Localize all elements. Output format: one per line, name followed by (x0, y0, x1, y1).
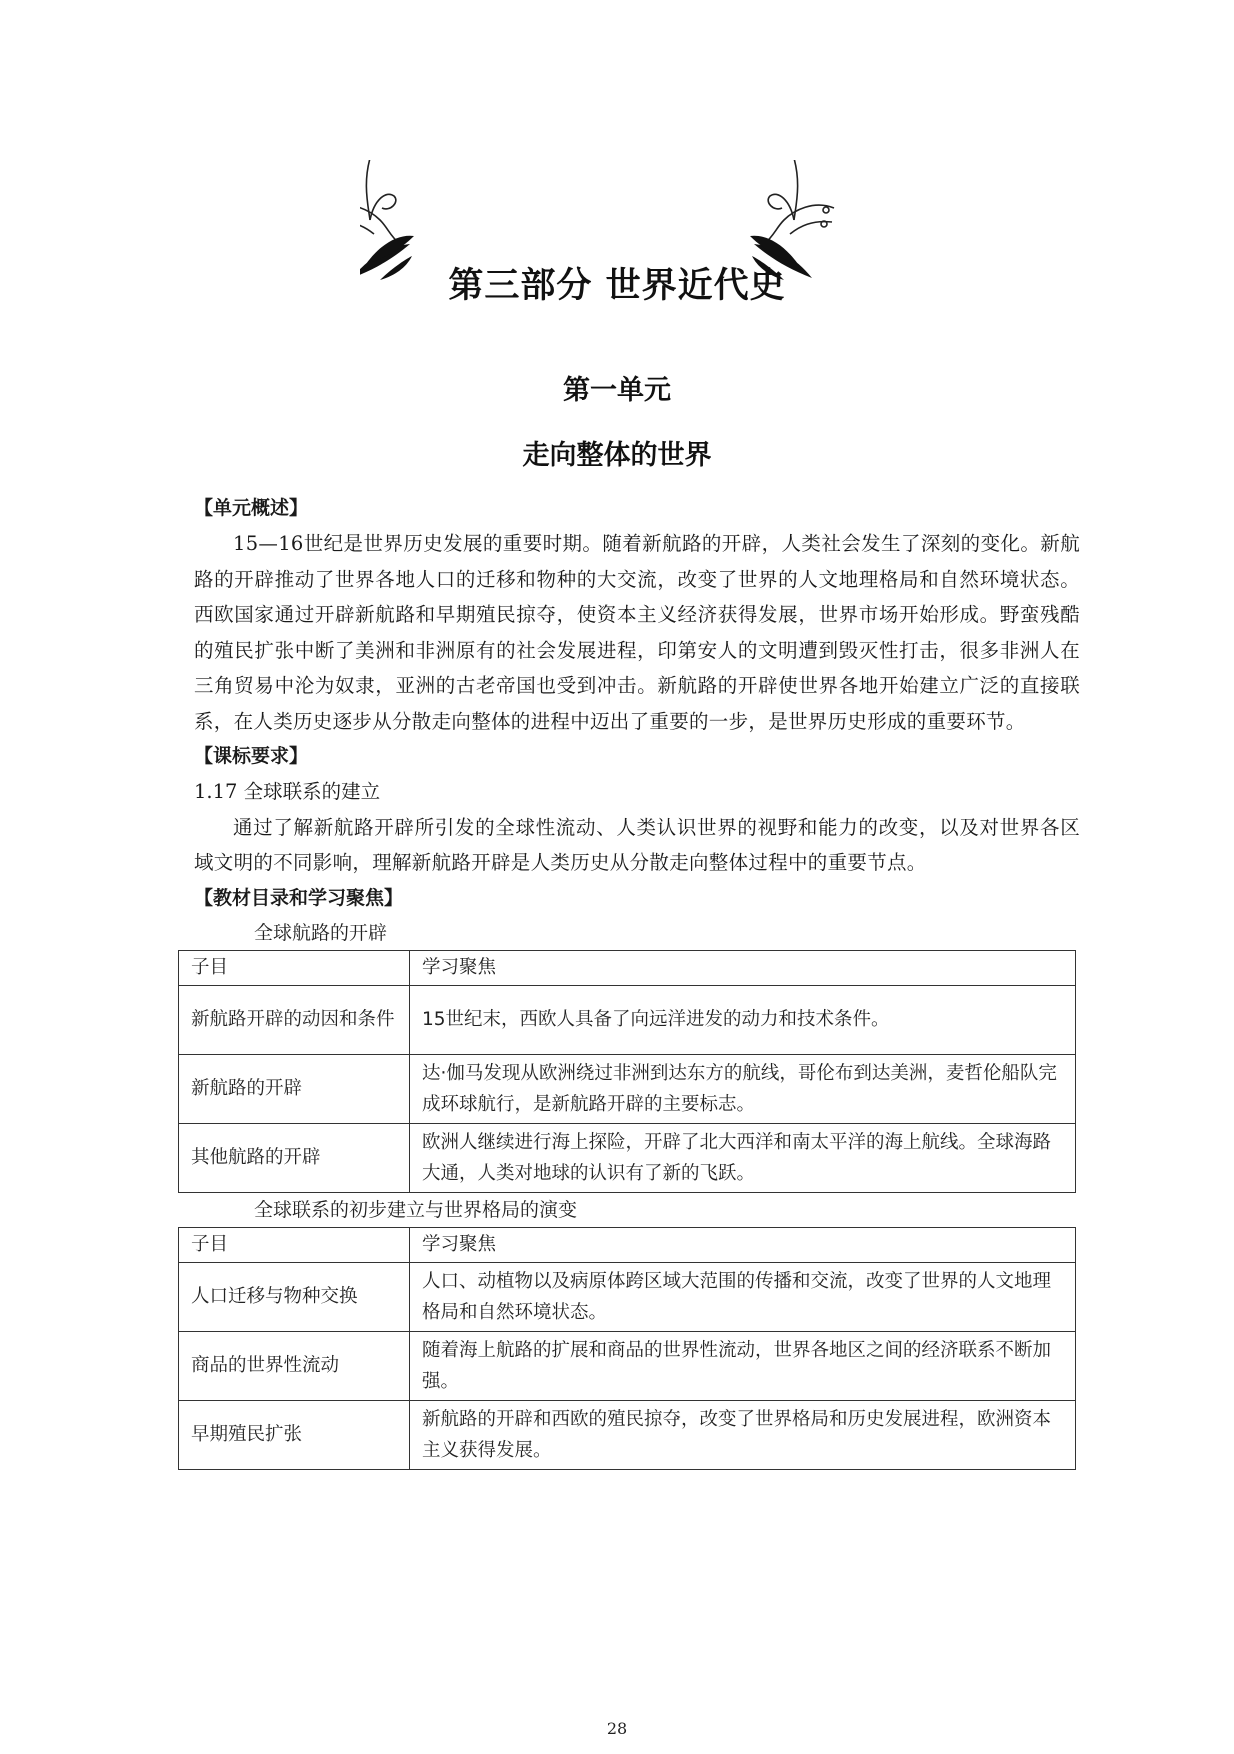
table-header-row (179, 950, 1076, 985)
focus-cell: 人口、动植物以及病原体跨区域大范围的传播和交流，改变了世界的人文地理格局和自然环境状态。 (410, 1262, 1076, 1331)
standards-item-title: 1.17 全球联系的建立 (194, 780, 381, 803)
catalog-heading: 【教材目录和学习聚焦】 (194, 886, 404, 909)
page-body (191, 491, 1080, 1470)
focus-cell: 随着海上航路的扩展和商品的世界性流动，世界各地区之间的经济联系不断加强。 (410, 1331, 1076, 1400)
table-header-cell: 学习聚焦 (410, 1227, 1076, 1262)
table-row (179, 1331, 1076, 1400)
table-header-row (179, 1227, 1076, 1262)
part-title: 第三部分 世界近代史 (448, 266, 786, 306)
standards-heading: 【课标要求】 (194, 745, 309, 767)
unit-number: 第一单元 (563, 375, 671, 406)
subtopic-cell: 早期殖民扩张 (179, 1400, 410, 1469)
table-row (179, 1262, 1076, 1331)
unit-title: 走向整体的世界 (522, 440, 712, 471)
subtopic-cell: 人口迁移与物种交换 (179, 1262, 410, 1331)
table-header-cell: 子目 (179, 1227, 410, 1262)
focus-table (178, 1227, 1076, 1470)
table-row (179, 985, 1076, 1054)
table-row (179, 1054, 1076, 1123)
subtopic-cell: 新航路开辟的动因和条件 (179, 985, 410, 1054)
overview-heading: 【单元概述】 (194, 497, 309, 519)
focus-cell: 达·伽马发现从欧洲绕过非洲到达东方的航线，哥伦布到达美洲，麦哲伦船队完成环球航行，是新航路开辟的主要标志。 (410, 1054, 1076, 1123)
focus-cell: 欧洲人继续进行海上探险，开辟了北大西洋和南太平洋的海上航线。全球海路大通，人类对地球的认识有了新的飞跃。 (410, 1123, 1076, 1192)
table-header-cell: 子目 (179, 950, 410, 985)
subtopic-cell: 其他航路的开辟 (179, 1123, 410, 1192)
focus-table (178, 950, 1076, 1193)
table-caption: 全球航路的开辟 (254, 921, 388, 944)
standards-paragraph: 通过了解新航路开辟所引发的全球性流动、人类认识世界的视野和能力的改变，以及对世界各区域文明的不同影响，理解新航路开辟是人类历史从分散走向整体过程中的重要节点。 (194, 815, 1080, 874)
table-header-cell: 学习聚焦 (410, 950, 1076, 985)
overview-paragraph: 15—16世纪是世界历史发展的重要时期。随着新航路的开辟，人类社会发生了深刻的变化。新航路的开辟推动了世界各地人口的迁移和物种的大交流，改变了世界的人文地理格局和自然环境状态。西欧国家通过开辟新航路和早期殖民掠夺，使资本主义经济获得发展，世界市场开始形成。野蛮残酷的殖民扩张中断了美洲和非洲原有的社会发展进程，印第安人的文明遭到毁灭性打击，很多非洲人在三角贸易中沦为奴隶，亚洲的古老帝国也受到冲击。新航路的开辟使世界各地开始建立广泛的直接联系，在人类历史逐步从分散走向整体的进程中迈出了重要的一步，是世界历史形成的重要环节。 (194, 532, 1080, 733)
subtopic-cell: 商品的世界性流动 (179, 1331, 410, 1400)
table-row (179, 1400, 1076, 1469)
focus-cell: 新航路的开辟和西欧的殖民掠夺，改变了世界格局和历史发展进程，欧洲资本主义获得发展。 (410, 1400, 1076, 1469)
table-caption: 全球联系的初步建立与世界格局的演变 (254, 1198, 578, 1221)
page-number: 28 (606, 1719, 628, 1738)
focus-cell: 15世纪末，西欧人具备了向远洋进发的动力和技术条件。 (410, 985, 1076, 1054)
subtopic-cell: 新航路的开辟 (179, 1054, 410, 1123)
table-row (179, 1123, 1076, 1192)
